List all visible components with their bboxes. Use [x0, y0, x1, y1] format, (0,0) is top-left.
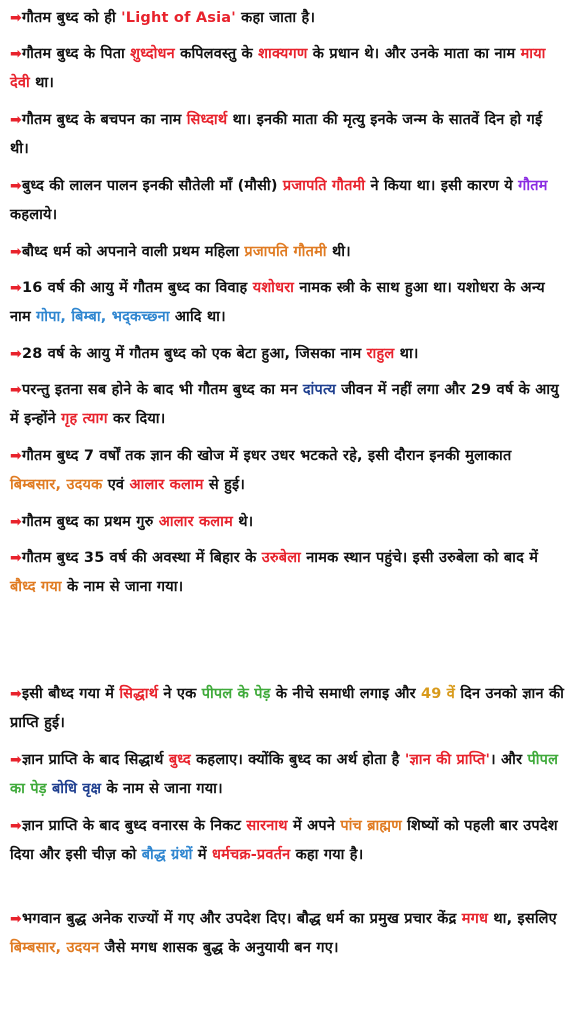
paragraph-text: था। [394, 346, 419, 362]
paragraph-text: दिन उनको ज्ञान की प्राप्ति हुई। [10, 686, 565, 731]
highlighted-term: यशोधरा [252, 280, 295, 296]
bullet-paragraph [10, 40, 566, 98]
paragraph-text: ज्ञान प्राप्ति के बाद बुध्द वनारस के निकट [21, 818, 247, 834]
bullet-paragraph [10, 680, 566, 738]
bullet-paragraph [10, 106, 566, 164]
paragraph-text: कहलाये। [10, 207, 58, 223]
bullet-paragraph [10, 376, 566, 434]
bullet-paragraph [10, 340, 566, 369]
highlighted-term: प्रजापति गौतमी [244, 244, 327, 260]
paragraph-text: के नाम से जाना गया। [101, 781, 223, 797]
paragraph-text: शिष्यों को पहली बार उपदेश दिया और इसी चीज़ को [10, 818, 558, 863]
highlighted-term: धर्मचक्र-प्रवर्तन [211, 847, 291, 863]
highlighted-term: आलार कलाम [158, 514, 233, 530]
paragraph-text: 16 वर्ष की आयु में गौतम बुध्द का विवाह [21, 280, 253, 296]
highlighted-term: शुध्दोधन [130, 46, 175, 62]
highlighted-term: दांपत्य [302, 382, 336, 398]
paragraph-text: कपिलवस्तु के [174, 46, 259, 62]
paragraph-text: 28 वर्ष के आयु में गौतम बुध्द को एक बेटा हुआ, जिसका नाम [21, 346, 367, 362]
paragraph-text: नामक स्थान पहुंचे। इसी उरुबेला को बाद में [301, 550, 539, 566]
bullet-paragraph [10, 442, 566, 500]
paragraph-text: से हुई। [203, 477, 246, 493]
highlighted-term: राहुल [366, 346, 395, 362]
highlighted-term: बिम्बसार, उदयक [10, 477, 103, 493]
highlighted-term: प्रजापति गौतमी [282, 178, 366, 194]
arrow-bullet-icon: ➡ [10, 686, 22, 702]
highlighted-term: बौद्ध ग्रंथों [141, 847, 193, 863]
highlighted-term: गृह त्याग [61, 411, 108, 427]
highlighted-term: बोधि वृक्ष [51, 781, 102, 797]
highlighted-term: 'Light of Asia' [121, 10, 236, 26]
paragraph-text: इसी बौध्द गया में [21, 686, 120, 702]
bullet-paragraph [10, 544, 566, 602]
bullet-paragraph [10, 238, 566, 267]
highlighted-term: मगध [461, 911, 489, 927]
arrow-bullet-icon: ➡ [10, 818, 22, 834]
paragraph-text: के नाम से जाना गया। [61, 579, 184, 595]
highlighted-term: सारनाथ [246, 818, 288, 834]
paragraph-text: नामक स्त्री के साथ हुआ था। यशोधरा के अन्य नाम [10, 280, 545, 325]
paragraph-text: ज्ञान प्राप्ति के बाद सिद्धार्थ [21, 752, 169, 768]
paragraph-text: गौतम बुध्द का प्रथम गुरु [21, 514, 159, 530]
paragraph-text: । और [490, 752, 528, 768]
arrow-bullet-icon: ➡ [10, 514, 22, 530]
bullet-paragraph [10, 746, 566, 804]
bullet-paragraph [10, 4, 566, 33]
paragraph-text: थी। [326, 244, 351, 260]
highlighted-term: बिम्बसार, उदयन [10, 940, 100, 956]
arrow-bullet-icon: ➡ [10, 10, 22, 26]
highlighted-term: 'ज्ञान की प्राप्ति' [404, 752, 491, 768]
highlighted-term: माया देवी [10, 46, 546, 91]
highlighted-term: आलार कलाम [129, 477, 204, 493]
highlighted-term: बौध्द गया [10, 579, 62, 595]
paragraph-text: ने किया था। इसी कारण ये [365, 178, 519, 194]
highlighted-term: 49 वें [420, 686, 456, 702]
paragraph-text: में [192, 847, 212, 863]
paragraph-text: था। [29, 75, 55, 91]
paragraph-text: गौतम बुध्द के बचपन का नाम [21, 112, 187, 128]
paragraph-text: भगवान बुद्ध अनेक राज्यों में गए और उपदेश दिए। बौद्ध धर्म का प्रमुख प्रचार केंद्र [21, 911, 462, 927]
highlighted-term: बुध्द [168, 752, 191, 768]
arrow-bullet-icon: ➡ [10, 752, 22, 768]
paragraph-text: कहा जाता है। [235, 10, 316, 26]
highlighted-term: पीपल का पेड़ [10, 752, 559, 797]
arrow-bullet-icon: ➡ [10, 46, 22, 62]
highlighted-term: पांच ब्राह्मण [340, 818, 402, 834]
highlighted-term: सिध्दार्थ [186, 112, 228, 128]
paragraph-text: में अपने [287, 818, 341, 834]
paragraph-text: ने एक [158, 686, 202, 702]
highlighted-term: सिद्धार्थ [119, 686, 159, 702]
paragraph-text: परन्तु इतना सब होने के बाद भी गौतम बुध्द का मन [21, 382, 303, 398]
arrow-bullet-icon: ➡ [10, 280, 22, 296]
arrow-bullet-icon: ➡ [10, 244, 22, 260]
paragraph-text: के प्रधान थे। और उनके माता का नाम [307, 46, 521, 62]
paragraph-text: कहलाए। क्योंकि बुध्द का अर्थ होता है [190, 752, 405, 768]
paragraph-text: बौध्द धर्म को अपनाने वाली प्रथम महिला [21, 244, 245, 260]
paragraph-text: गौतम बुध्द को ही [21, 10, 122, 26]
paragraph-text: थे। [232, 514, 254, 530]
bullet-paragraph [10, 274, 566, 332]
highlighted-term: गोपा, बिम्बा, भद्कच्छ्ना [36, 309, 170, 325]
paragraph-text: गौतम बुध्द के पिता [21, 46, 131, 62]
paragraph-text: कहा गया है। [290, 847, 364, 863]
bullet-paragraph [10, 508, 566, 537]
arrow-bullet-icon: ➡ [10, 911, 22, 927]
highlighted-term: शाक्यगण [258, 46, 308, 62]
highlighted-term: उरुबेला [261, 550, 302, 566]
paragraph-text: जीवन में नहीं लगा और 29 वर्ष के आयु में इन्होंने [10, 382, 559, 427]
paragraph-text: एवं [102, 477, 130, 493]
bullet-paragraph [10, 905, 566, 963]
highlighted-term: गौतम [518, 178, 548, 194]
arrow-bullet-icon: ➡ [10, 346, 22, 362]
arrow-bullet-icon: ➡ [10, 382, 22, 398]
paragraph-text: गौतम बुध्द 7 वर्षों तक ज्ञान की खोज में इधर उधर भटकते रहे, इसी दौरान इनकी मुलाकात [21, 448, 512, 464]
paragraph-text: आदि था। [169, 309, 226, 325]
arrow-bullet-icon: ➡ [10, 550, 22, 566]
arrow-bullet-icon: ➡ [10, 448, 22, 464]
arrow-bullet-icon: ➡ [10, 178, 22, 194]
bullet-paragraph [10, 812, 566, 870]
paragraph-text: बुध्द की लालन पालन इनकी सौतेली माँ (मौसी) [21, 178, 283, 194]
bullet-paragraph [10, 172, 566, 230]
paragraph-text: कर दिया। [107, 411, 166, 427]
highlighted-term: पीपल के पेड़ [201, 686, 271, 702]
paragraph-text: के नीचे समाधी लगाइ और [270, 686, 421, 702]
arrow-bullet-icon: ➡ [10, 112, 22, 128]
paragraph-text: गौतम बुध्द 35 वर्ष की अवस्था में बिहार के [21, 550, 262, 566]
paragraph-text: जैसे मगध शासक बुद्ध के अनुयायी बन गए। [99, 940, 339, 956]
paragraph-text: था। इनकी माता की मृत्यु इनके जन्म के सातवें दिन हो गई थी। [10, 112, 543, 157]
paragraph-text: था, इसलिए [488, 911, 557, 927]
